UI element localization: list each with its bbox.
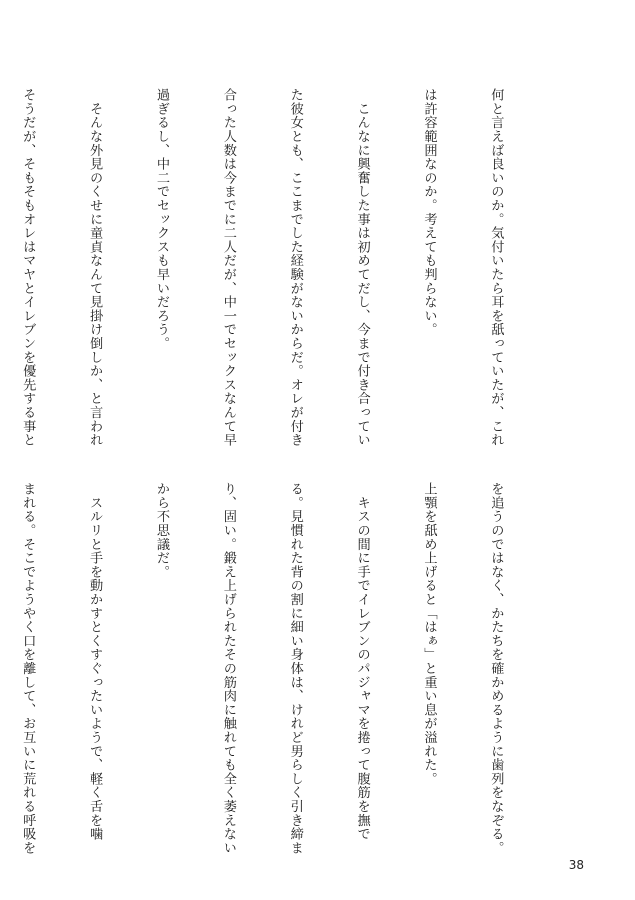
text-column: スルリと手を動かすとくすぐったいようで、軽く舌を噛 (87, 482, 103, 841)
text-column: そうだが、そもそもオレはマヤとイレブンを優先する事と (20, 88, 36, 447)
text-block-bottom (0, 482, 551, 855)
text-column: こんなに興奮した事は初めてだし、今まで付き合ってい (354, 88, 370, 447)
text-column: から不思議だ。 (153, 482, 169, 579)
text-column: た彼女とも、ここまでした経験がないからだ。オレが付き (287, 88, 303, 447)
text-column: 過ぎるし、中二でセックスも早いだろう。 (153, 88, 169, 351)
text-column: そんな外見のくせに童貞なんて見掛け倒しか、と言われ (87, 88, 103, 447)
text-block-top (0, 88, 551, 480)
text-column: は許容範囲なのか。考えても判らない。 (421, 88, 437, 337)
text-column: 上顎を舐め上げると「はぁ」と重い息が溢れた。 (421, 482, 437, 786)
text-column: り、固い。鍛え上げられたその筋肉に触れても全く萎えない (220, 482, 236, 855)
page-number: 38 (568, 858, 584, 872)
text-column: キスの間に手でイレブンのパジャマを捲って腹筋を撫で (354, 482, 370, 841)
text-column: 何と言えば良いのか。気付いたら耳を舐っていたが、これ (488, 88, 504, 447)
text-column: る。見慣れた背の割に細い身体は、けれど男らしく引き締ま (287, 482, 303, 855)
text-column: 合った人数は今までに二人だが、中一でセックスなんて早 (220, 88, 236, 447)
text-column: を追うのではなく、かたちを確かめるように歯列をなぞる。 (488, 482, 504, 855)
text-column: まれる。そこでようやく口を離して、お互いに荒れる呼吸を (20, 482, 36, 855)
